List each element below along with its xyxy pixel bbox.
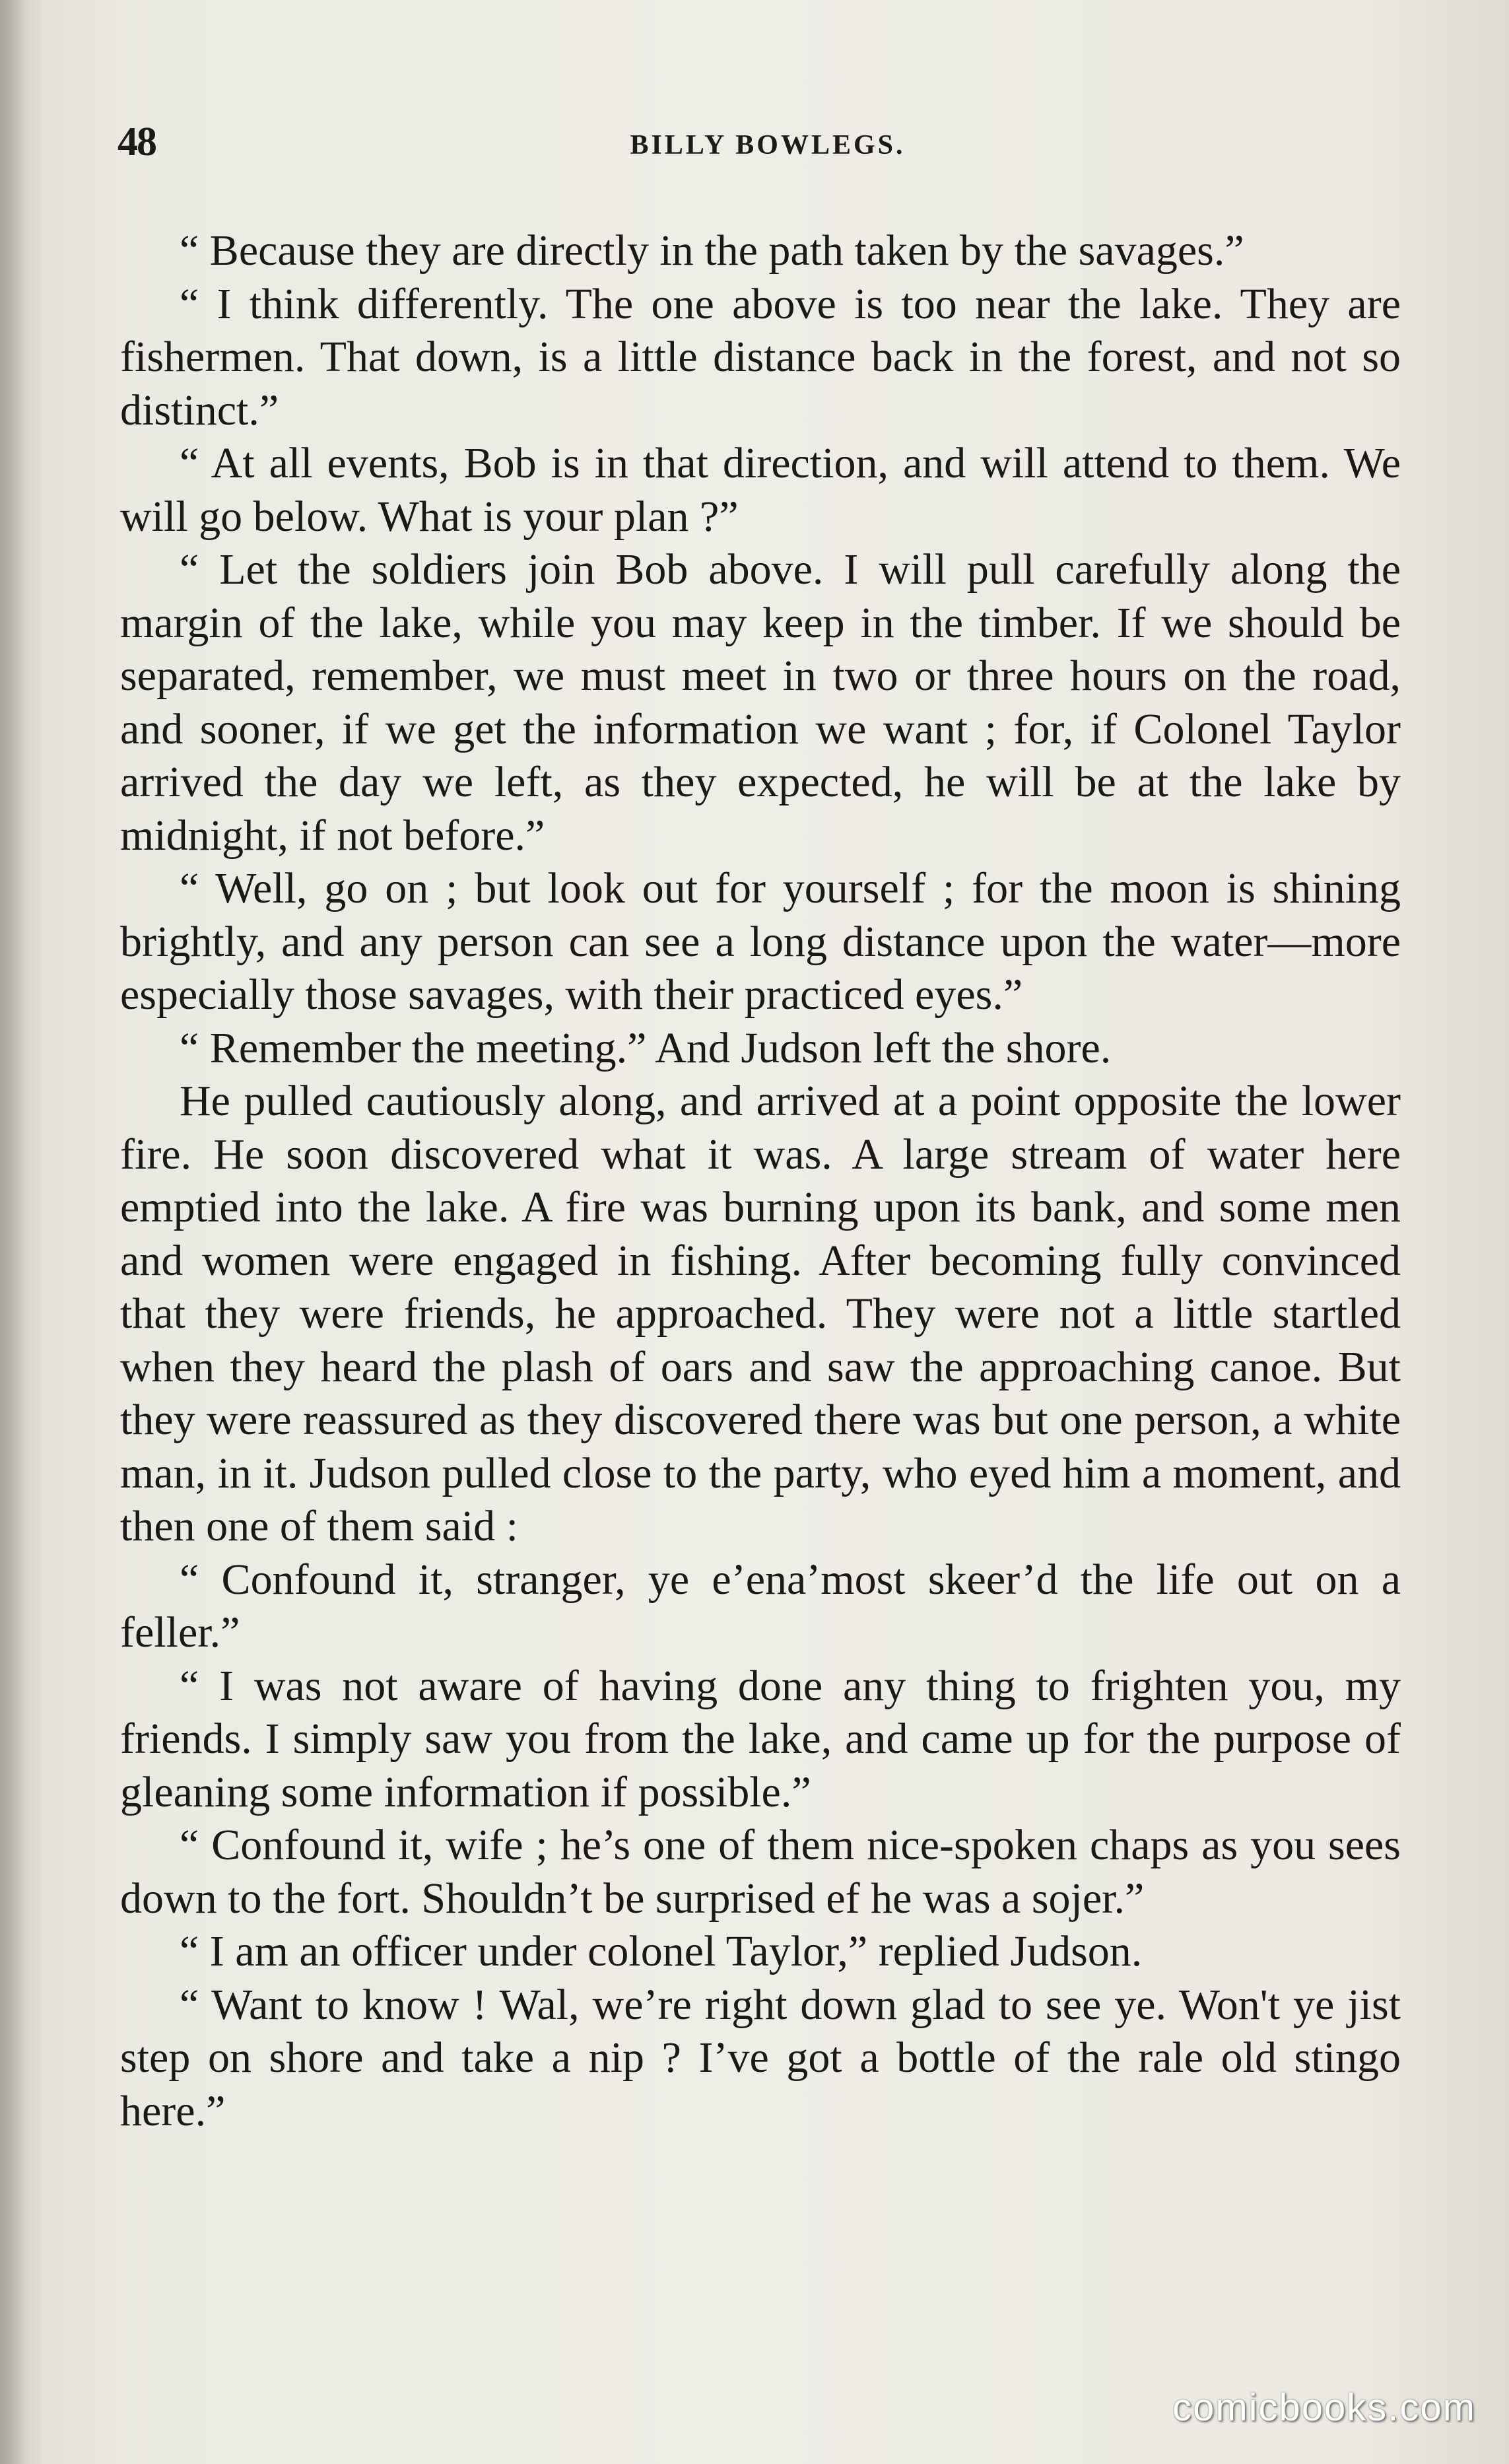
paragraph: “ Well, go on ; but look out for yourself ; for the moon is shining brightly, and any person can see a long distance upon the water—more especially those savages, with their practiced eyes.”: [120, 864, 1401, 1019]
running-title: BILLY BOWLEGS.: [630, 130, 906, 160]
watermark-text: comicbooks.com: [1172, 2386, 1476, 2429]
paragraph: “ Let the soldiers join Bob above. I will pull carefully along the margin of the lake, while you may keep in the timber. If we should be separated, remember, we must meet in two or three hours on the road, and sooner, if we get the information we want ; for, if Colonel Taylor arrived the day we left, as they expected, he will be at the lake by midnight, if not before.”: [120, 545, 1401, 860]
paragraph: “ I am an officer under colonel Taylor,” replied Judson.: [180, 1927, 1143, 1975]
body-text: [120, 224, 1401, 2138]
paragraph: “ Confound it, wife ; he’s one of them nice-spoken chaps as you sees down to the fort. Shouldn’t be surprised ef he was a sojer.”: [120, 1821, 1401, 1923]
page-number: 48: [117, 120, 156, 164]
paragraph: “ Confound it, stranger, ye e’ena’most skeer’d the life out on a feller.”: [120, 1555, 1401, 1657]
paragraph: “ Remember the meeting.” And Judson left the shore.: [180, 1023, 1112, 1072]
paragraph: “ At all events, Bob is in that direction, and will attend to them. We will go below. What is your plan ?”: [120, 439, 1401, 541]
paragraph: He pulled cautiously along, and arrived at a point opposite the lower fire. He soon discovered what it was. A large stream of water here emptied into the lake. A fire was burning upon its bank, and some men and women were engaged in fishing. After becoming fully convinced that they were friends, he approached. They were not a little startled when they heard the plash of oars and saw the approaching canoe. But they were reassured as they discovered there was but one person, a white man, in it. Judson pulled close to the party, who eyed him a moment, and then one of them said :: [120, 1077, 1401, 1550]
paragraph: “ Because they are directly in the path taken by the savages.”: [180, 226, 1244, 275]
binding-shadow: [0, 0, 26, 2464]
paragraph: “ I was not aware of having done any thing to frighten you, my friends. I simply saw you from the lake, and came up for the purpose of gleaning some information if possible.”: [120, 1661, 1401, 1816]
paragraph: “ Want to know ! Wal, we’re right down glad to see ye. Won't ye jist step on shore and take a nip ? I’ve got a bottle of the rale old stingo here.”: [120, 1980, 1401, 2135]
paragraph: “ I think differently. The one above is too near the lake. They are fishermen. That down, is a little distance back in the forest, and not so distinct.”: [120, 279, 1401, 434]
